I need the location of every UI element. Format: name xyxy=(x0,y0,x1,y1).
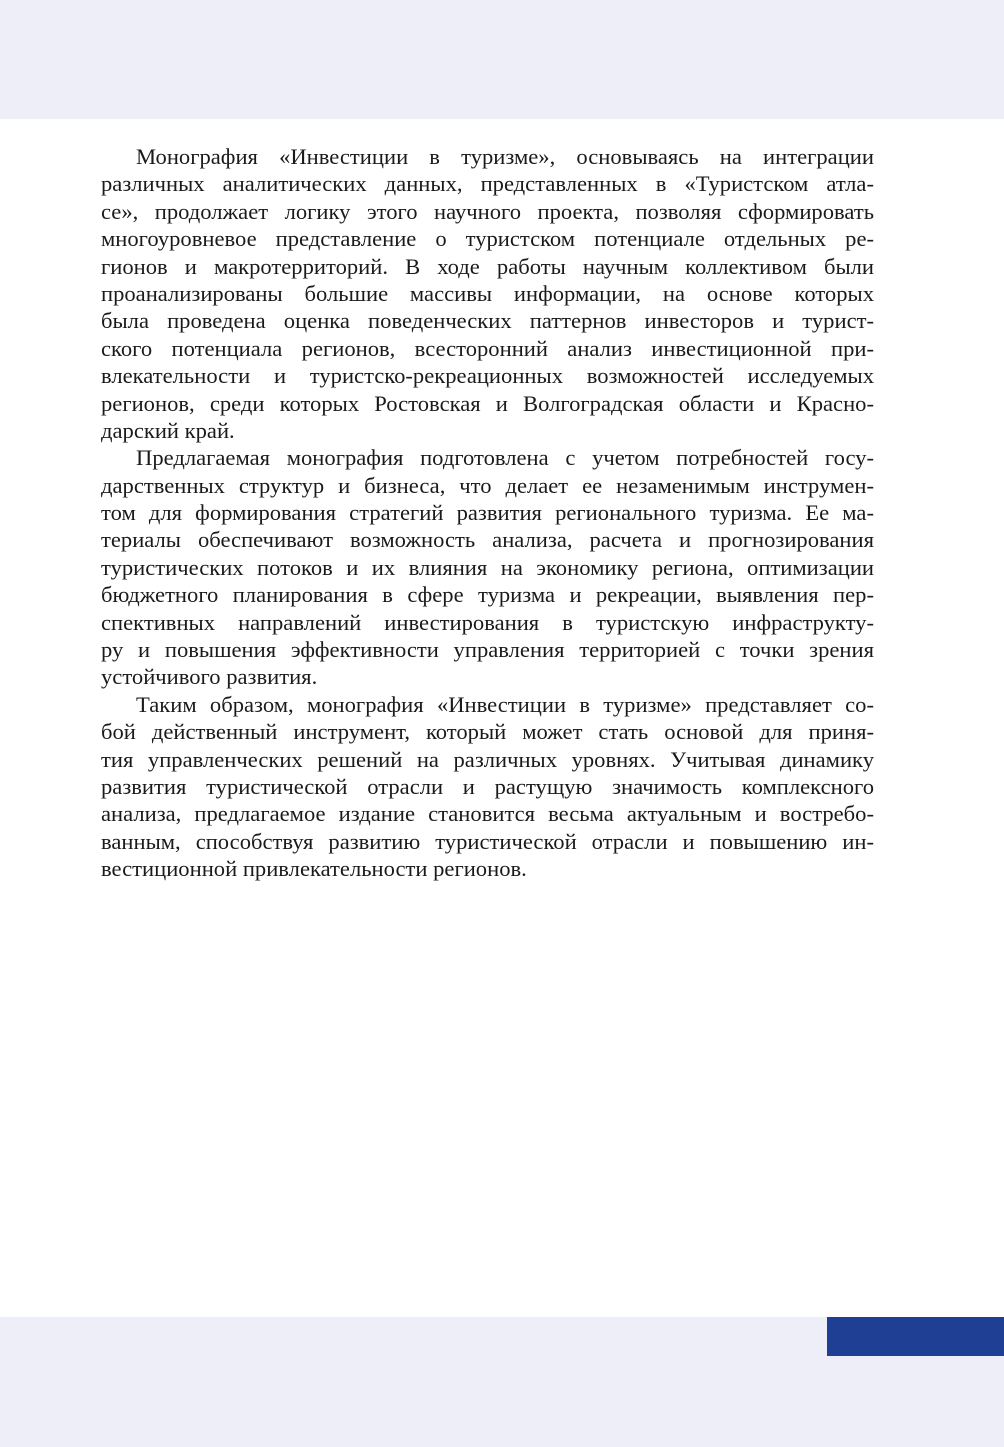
text-line: гионов и макротерриторий. В ходе работы научным коллективом были xyxy=(101,253,874,279)
text-line: спективных направлений инвестирования в туристскую инфраструкту- xyxy=(101,609,874,635)
text-line: Монография «Инвестиции в туризме», основываясь на интеграции xyxy=(136,144,874,169)
text-line: проанализированы большие массивы информации, на основе которых xyxy=(101,280,874,306)
text-line: развития туристической отрасли и растущую значимость комплексного xyxy=(101,773,874,799)
text-line: ванным, способствуя развитию туристической отрасли и повышению ин- xyxy=(101,828,874,854)
text-line: туристических потоков и их влияния на экономику региона, оптимизации xyxy=(101,554,874,580)
text-line: дарственных структур и бизнеса, что делает ее незаменимым инструмен- xyxy=(101,472,874,498)
top-band xyxy=(0,0,1004,119)
text-line: устойчивого развития. xyxy=(101,664,318,690)
text-line: анализа, предлагаемое издание становится весьма актуальным и востребо- xyxy=(101,801,874,827)
text-line: Предлагаемая монография подготовлена с учетом потребностей госу- xyxy=(136,445,874,471)
text-line: се», продолжает логику этого научного проекта, позволяя сформировать xyxy=(101,198,874,224)
text-line: вестиционной привлекательности регионов. xyxy=(101,856,527,882)
paragraph xyxy=(101,444,874,691)
paragraph xyxy=(101,691,874,883)
text-line: различных аналитических данных, представленных в «Туристском атла- xyxy=(101,171,874,197)
text-line: Таким образом, монография «Инвестиции в туризме» представляет со- xyxy=(136,691,874,717)
body-text xyxy=(101,143,874,883)
text-line: многоуровневое представление о туристском потенциале отдельных ре- xyxy=(101,226,874,252)
text-line: териалы обеспечивают возможность анализа, расчета и прогнозирования xyxy=(101,527,874,553)
text-line: тия управленческих решений на различных уровнях. Учитывая динамику xyxy=(101,746,874,772)
text-line: бой действенный инструмент, который может стать основой для приня- xyxy=(101,719,874,745)
text-line: ру и повышения эффективности управления территорией с точки зрения xyxy=(101,637,874,663)
text-line: регионов, среди которых Ростовская и Волгоградская области и Красно- xyxy=(101,390,874,416)
accent-bar xyxy=(827,1317,1004,1356)
text-line: бюджетного планирования в сфере туризма и рекреации, выявления пер- xyxy=(101,582,874,608)
text-line: том для формирования стратегий развития регионального туризма. Ее ма- xyxy=(101,500,874,526)
paragraph xyxy=(101,143,874,444)
text-line: ского потенциала регионов, всесторонний анализ инвестиционной при- xyxy=(101,335,874,361)
text-line: была проведена оценка поведенческих паттернов инвесторов и турист- xyxy=(101,308,874,334)
text-line: влекательности и туристско-рекреационных возможностей исследуемых xyxy=(101,363,874,389)
text-line: дарский край. xyxy=(101,417,235,443)
